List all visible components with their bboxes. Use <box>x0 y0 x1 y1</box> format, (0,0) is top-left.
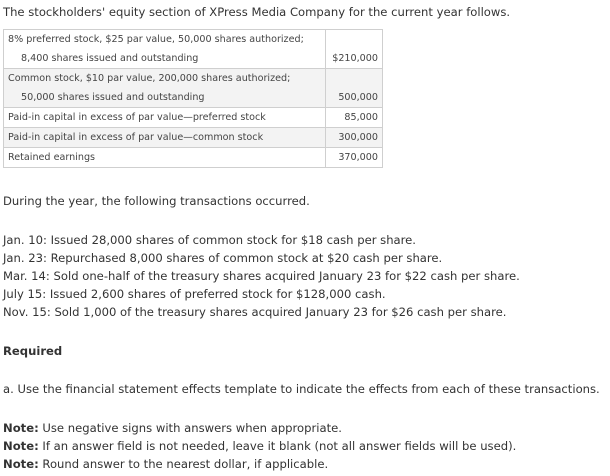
row-amount: 370,000 <box>326 148 383 168</box>
table-row <box>4 88 383 108</box>
row-label: 8% preferred stock, $25 par value, 50,000 shares authorized; <box>4 30 326 50</box>
transaction-item: Jan. 23: Repurchased 8,000 shares of common stock at $20 cash per share. <box>3 251 443 265</box>
note-label: Note: <box>3 457 39 471</box>
during-year-text: During the year, the following transactions occurred. <box>3 194 310 208</box>
stockholders-equity-table <box>3 29 383 168</box>
row-amount: 500,000 <box>326 88 383 108</box>
row-amount <box>326 30 383 50</box>
note-label: Note: <box>3 439 39 453</box>
table-row <box>4 69 383 89</box>
table-row <box>4 148 383 168</box>
note-label: Note: <box>3 421 39 435</box>
row-label: Paid-in capital in excess of par value—common stock <box>4 128 326 148</box>
note-line <box>3 438 516 455</box>
note-text: If an answer field is not needed, leave it blank (not all answer fields will be used). <box>38 439 517 453</box>
table-row <box>4 49 383 69</box>
row-amount: 85,000 <box>326 108 383 128</box>
transaction-item: Nov. 15: Sold 1,000 of the treasury shares acquired January 23 for $26 cash per share. <box>3 305 507 319</box>
row-label: Common stock, $10 par value, 200,000 shares authorized; <box>4 69 326 89</box>
note-line <box>3 456 328 473</box>
row-amount <box>326 69 383 89</box>
row-label: Retained earnings <box>4 148 326 168</box>
row-label: Paid-in capital in excess of par value—preferred stock <box>4 108 326 128</box>
note-line <box>3 420 342 437</box>
table-row <box>4 128 383 148</box>
note-text: Round answer to the nearest dollar, if applicable. <box>38 457 329 471</box>
row-label: 50,000 shares issued and outstanding <box>4 88 326 108</box>
row-amount: 300,000 <box>326 128 383 148</box>
table-row <box>4 108 383 128</box>
note-text: Use negative signs with answers when appropriate. <box>38 421 342 435</box>
row-label: 8,400 shares issued and outstanding <box>4 49 326 69</box>
table-row <box>4 30 383 50</box>
transaction-item: July 15: Issued 2,600 shares of preferred stock for $128,000 cash. <box>3 287 386 301</box>
row-amount: $210,000 <box>326 49 383 69</box>
required-heading: Required <box>3 344 63 358</box>
intro-text: The stockholders' equity section of XPress Media Company for the current year follows. <box>3 5 511 19</box>
transaction-item: Jan. 10: Issued 28,000 shares of common stock for $18 cash per share. <box>3 233 416 247</box>
transaction-item: Mar. 14: Sold one-half of the treasury shares acquired January 23 for $22 cash per share. <box>3 269 520 283</box>
instruction-text: a. Use the financial statement effects template to indicate the effects from each of these transactions. <box>3 382 600 396</box>
